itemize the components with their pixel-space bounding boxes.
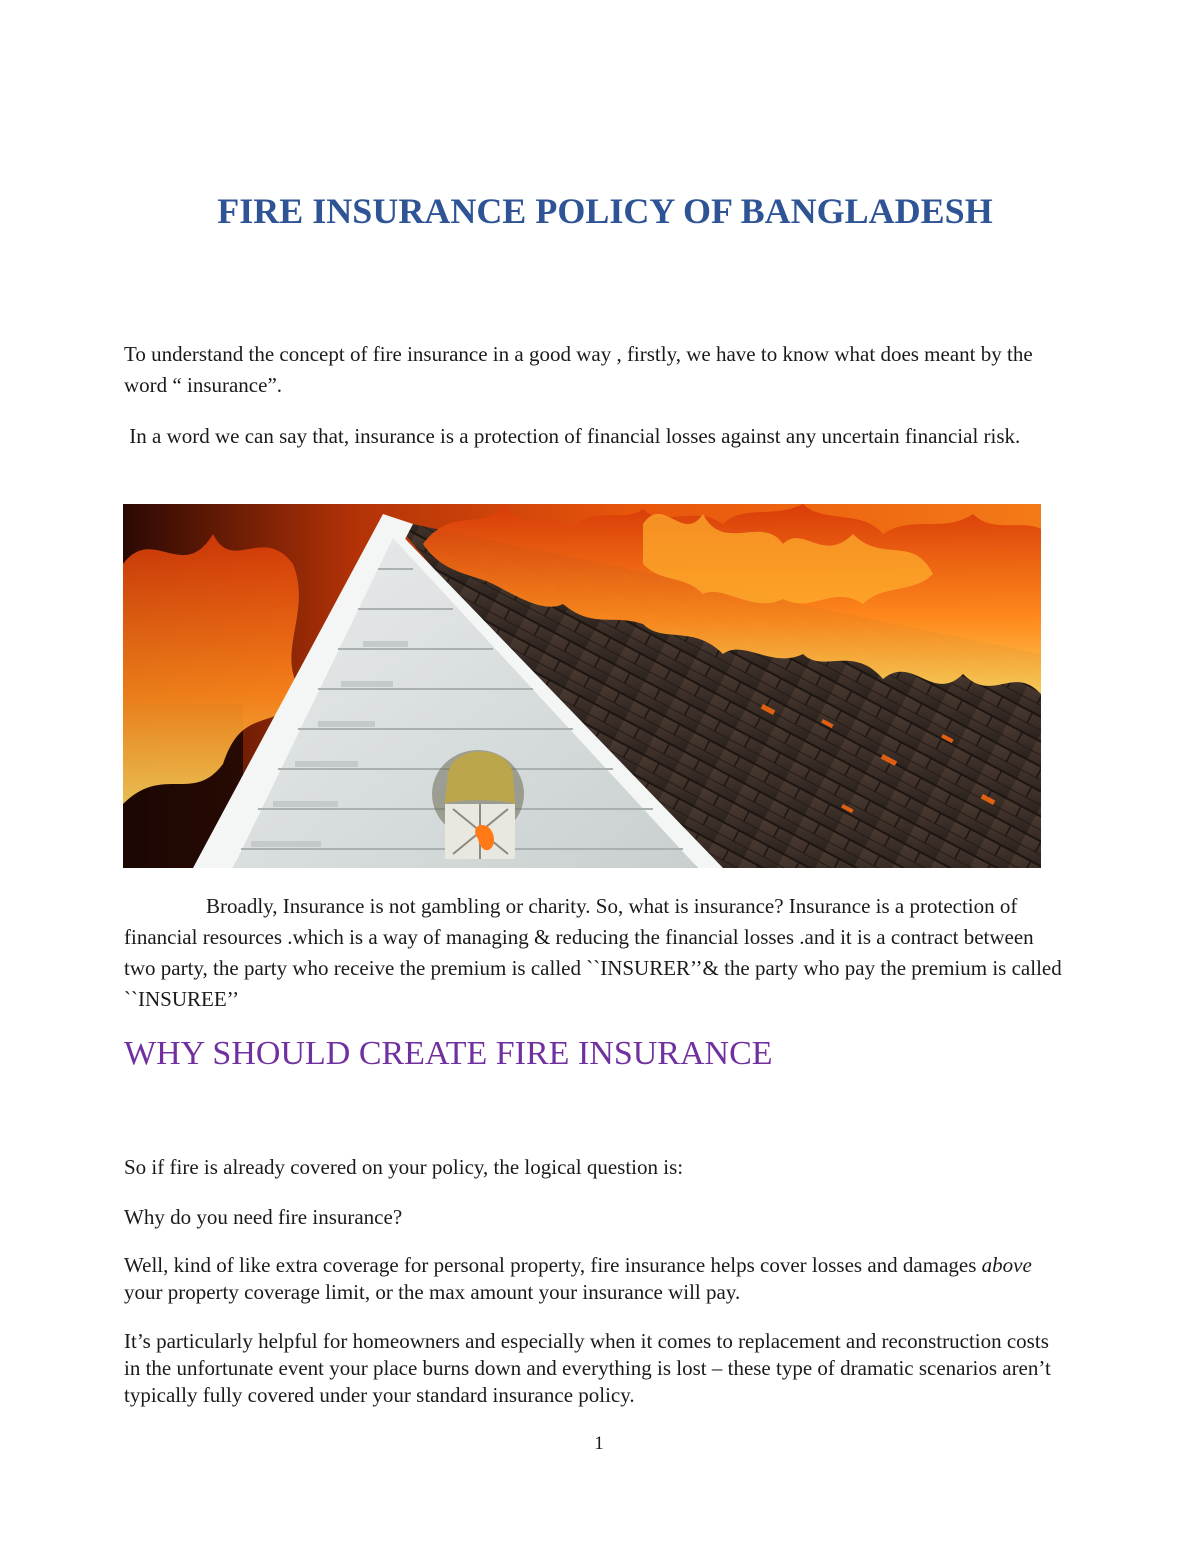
intro-paragraph: To understand the concept of fire insurance in a good way , firstly, we have to know what does meant by the word “ insurance”.	[124, 342, 1033, 397]
homeowners-paragraph: It’s particularly helpful for homeowners and especially when it comes to replacement and reconstruction costs in the unfortunate event your place burns down and everything is lost – these type of dramatic scenarios aren’t typically fully covered under your standard insurance policy.	[124, 1329, 1051, 1407]
insurance-explanation-paragraph	[124, 891, 1064, 1015]
section-heading: WHY SHOULD CREATE FIRE INSURANCE	[124, 1035, 773, 1072]
coverage-paragraph	[124, 1252, 1064, 1306]
question-paragraph: Why do you need fire insurance?	[124, 1205, 403, 1229]
coverage-text-end: your property coverage limit, or the max amount your insurance will pay.	[124, 1280, 741, 1304]
document-title: FIRE INSURANCE POLICY OF BANGLADESH	[217, 191, 993, 231]
burning-roof-image	[123, 504, 1041, 868]
definition-paragraph: In a word we can say that, insurance is a protection of financial losses against any uncertain financial risk.	[124, 424, 1021, 448]
page-number: 1	[594, 1433, 604, 1454]
insurance-explanation-text: Broadly, Insurance is not gambling or charity. So, what is insurance? Insurance is a protection of financial resources .which is a way of managing & reducing the financial losses .and it is a contract between two party, the party who receive the premium is called ``INSURER’’& the party who pay the premium is called ``INSUREE’’	[124, 894, 1062, 1011]
coverage-text-start: Well, kind of like extra coverage for personal property, fire insurance helps cover losses and damages	[124, 1253, 982, 1277]
coverage-emphasis: above	[981, 1253, 1032, 1277]
logical-question-paragraph: So if fire is already covered on your policy, the logical question is:	[124, 1155, 684, 1179]
